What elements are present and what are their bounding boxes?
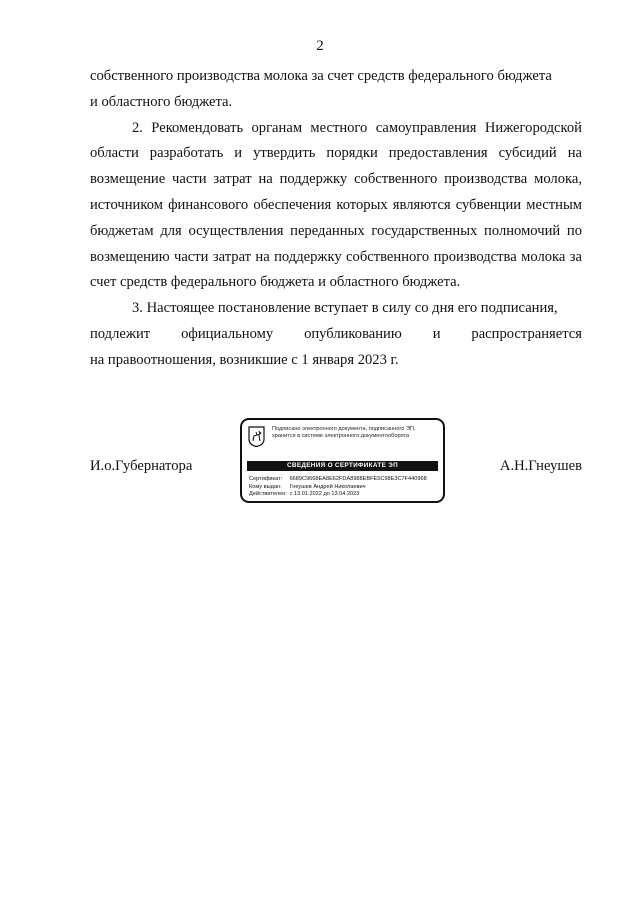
signatory-position: И.о.Губернатора — [90, 458, 193, 474]
paragraph-3-line1: 3. Настоящее постановление вступает в силу со дня его подписания, — [132, 300, 558, 317]
paragraph-continuation-line1: собственного производства молока за счет средств федерального бюджета — [90, 68, 552, 84]
stamp-cert-label: Сертификат: — [249, 476, 283, 482]
paragraph-3-word: подлежит — [90, 325, 151, 342]
paragraph-2: 2. Рекомендовать органам местного самоуправления Нижегородской области разработать и утвердить порядки предоставления субсидий на возмещение части затрат на поддержку собственного производства молока, источником финансового обеспечения которых являются субвенции местным бюджетам для осуществления переданных государственных полномочий по возмещению части затрат на поддержку собственного производства молока за счет средств федерального бюджета и областного бюджета. — [90, 119, 582, 291]
paragraph-3-line2 — [90, 322, 582, 348]
electronic-signature-stamp — [240, 418, 445, 503]
stamp-details — [249, 476, 441, 499]
stamp-header-line: Подписано электронного документа, подписанного ЭП, — [272, 426, 416, 432]
stamp-title-bar: СВЕДЕНИЯ О СЕРТИФИКАТЕ ЭП — [247, 461, 438, 471]
stamp-cert-row — [249, 476, 441, 484]
stamp-issued-label: Кому выдан: — [249, 483, 282, 490]
stamp-valid-label: Действителен: — [249, 491, 287, 498]
paragraph-3-word: и — [432, 325, 441, 342]
deer-emblem-icon — [248, 426, 265, 447]
paragraph-3-word: распространяется — [471, 325, 582, 342]
stamp-issued-value: Гнеушев Андрей Николаевич — [289, 483, 366, 490]
document-body — [90, 64, 582, 374]
paragraph-3-line3: на правоотношения, возникшие с 1 января 2023 г. — [90, 351, 399, 368]
page-number: 2 — [316, 38, 324, 54]
paragraph-3-word: опубликованию — [304, 325, 402, 342]
paragraph-continuation-line2: и областного бюджета. — [90, 93, 233, 110]
signatory-name: А.Н.Гнеушев — [499, 458, 582, 474]
stamp-header — [272, 426, 440, 440]
paragraph-3-word: официальному — [181, 325, 274, 342]
stamp-valid-value: с 13.01.2022 до 13.04.2023 — [289, 491, 360, 498]
stamp-header-line: хранится в системе электронного документооборота — [272, 433, 410, 439]
stamp-cert-value: 6689C9668EA8E62FDA8988EBFE5C98E3C7F440968 — [289, 476, 427, 482]
stamp-valid-row — [249, 491, 441, 499]
